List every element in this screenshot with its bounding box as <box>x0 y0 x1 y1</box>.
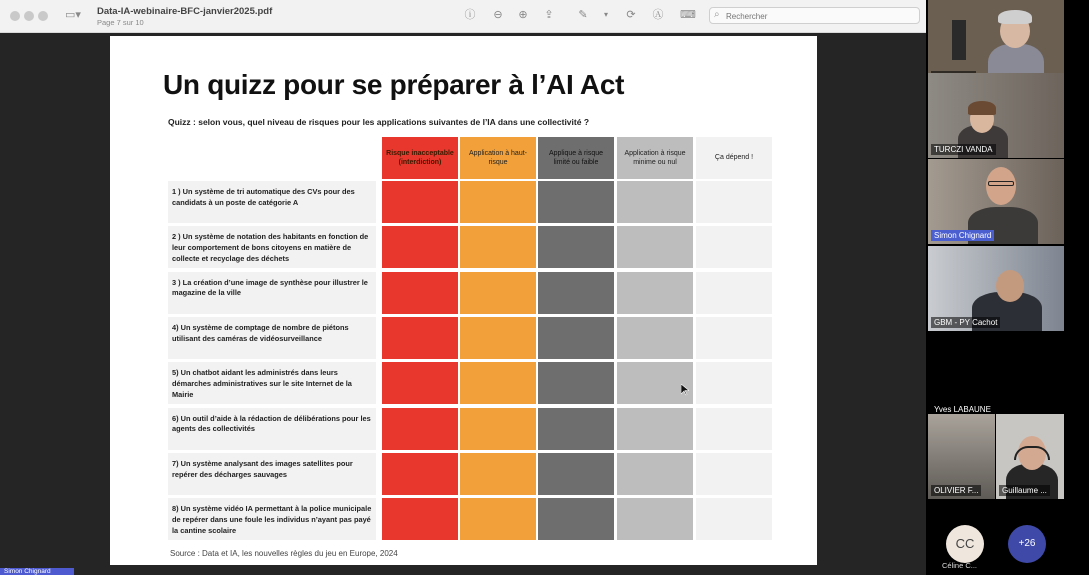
risk-cell <box>460 272 536 314</box>
share-icon[interactable]: ⇪ <box>544 9 554 21</box>
risk-cell <box>617 272 693 314</box>
column-header: Application à risque minime ou nul <box>617 137 693 179</box>
question-row-label: 3 ) La création d’une image de synthèse pour illustrer le magazine de la ville <box>168 272 376 314</box>
risk-cell <box>696 226 772 268</box>
form-fill-icon[interactable]: ⌨ <box>680 9 696 21</box>
column-header: Risque inacceptable (interdiction) <box>382 137 458 179</box>
participant-tile-5[interactable] <box>928 333 1064 418</box>
risk-cell <box>382 498 458 540</box>
close-window-button[interactable] <box>10 11 20 21</box>
risk-cell <box>617 453 693 495</box>
markup-pen-icon[interactable]: ✎ <box>578 9 588 21</box>
risk-cell <box>460 181 536 223</box>
risk-cell <box>617 226 693 268</box>
risk-cell <box>538 498 614 540</box>
search-input[interactable] <box>726 10 916 22</box>
document-area[interactable] <box>0 33 926 575</box>
question-row-label: 8) Un système vidéo IA permettant à la police municipale de repérer dans une foule les individus n’ayant pas payé la cantine scolaire <box>168 498 376 540</box>
question-row-label: 6) Un outil d’aide à la rédaction de délibérations pour les agents des collectivités <box>168 408 376 450</box>
risk-cell <box>382 317 458 359</box>
participant-tile-7[interactable] <box>996 414 1064 499</box>
risk-cell <box>460 408 536 450</box>
participant-tile-4[interactable] <box>928 246 1064 331</box>
risk-cell <box>460 317 536 359</box>
risk-cell <box>460 453 536 495</box>
participant-name: TURCZI VANDA <box>931 144 996 155</box>
participant-name: Simon Chignard <box>931 230 994 241</box>
zoom-window-button[interactable] <box>38 11 48 21</box>
risk-cell <box>696 498 772 540</box>
risk-cell <box>696 317 772 359</box>
risk-cell <box>617 317 693 359</box>
minimize-window-button[interactable] <box>24 11 34 21</box>
risk-cell <box>538 272 614 314</box>
annotate-icon[interactable]: Ⓐ <box>652 9 664 21</box>
risk-cell <box>617 181 693 223</box>
search-field[interactable] <box>709 7 920 24</box>
slide-source: Source : Data et IA, les nouvelles règles du jeu en Europe, 2024 <box>170 549 398 558</box>
question-row-label: 2 ) Un système de notation des habitants en fonction de leur comportement de bons citoyens en matière de collecte et recyclage des déchets <box>168 226 376 268</box>
search-icon: ⌕ <box>714 9 720 20</box>
rotate-icon[interactable]: ⟳ <box>626 9 636 21</box>
participant-avatar-name: Céline C... <box>942 561 978 570</box>
risk-cell <box>460 226 536 268</box>
zoom-in-icon[interactable]: ⊕ <box>518 9 528 21</box>
risk-cell <box>538 226 614 268</box>
risk-cell <box>538 317 614 359</box>
participant-name: GBM - PY Cachot <box>931 317 1000 328</box>
sidebar-toggle-icon[interactable]: ▭▾ <box>65 9 81 21</box>
slide-page <box>110 36 817 565</box>
risk-cell <box>538 362 614 404</box>
risk-cell <box>460 362 536 404</box>
participant-avatar[interactable]: CC <box>946 525 984 563</box>
column-header: Application à haut-risque <box>460 137 536 179</box>
risk-cell <box>617 498 693 540</box>
risk-cell <box>538 181 614 223</box>
info-icon[interactable]: ⓘ <box>464 9 476 21</box>
risk-cell <box>538 408 614 450</box>
risk-cell <box>382 272 458 314</box>
question-row-label: 1 ) Un système de tri automatique des CVs pour des candidats à un poste de catégorie A <box>168 181 376 223</box>
participant-tile-2[interactable] <box>928 73 1064 158</box>
question-row-label: 5) Un chatbot aidant les administrés dans leurs démarches administratives sur le site Internet de la Mairie <box>168 362 376 404</box>
risk-cell <box>382 408 458 450</box>
more-participants-button[interactable]: +26 <box>1008 525 1046 563</box>
document-filename: Data-IA-webinaire-BFC-janvier2025.pdf <box>97 6 273 17</box>
question-row-label: 7) Un système analysant des images satellites pour repérer des décharges sauvages <box>168 453 376 495</box>
risk-cell <box>696 408 772 450</box>
page-info: Page 7 sur 10 <box>97 18 144 27</box>
risk-cell <box>696 453 772 495</box>
slide-title: Un quizz pour se préparer à l’AI Act <box>163 69 625 100</box>
column-header: Applique à risque limité ou faible <box>538 137 614 179</box>
risk-cell <box>617 408 693 450</box>
risk-cell <box>382 362 458 404</box>
title-bar <box>0 0 926 33</box>
risk-cell <box>382 181 458 223</box>
question-row-label: 4) Un système de comptage de nombre de piétons utilisant des caméras de vidéosurveillance <box>168 317 376 359</box>
presenter-label: Simon Chignard <box>0 568 74 575</box>
participant-tile-6[interactable] <box>928 414 995 499</box>
risk-cell <box>696 181 772 223</box>
participant-name: OLIVIER F... <box>931 485 981 496</box>
zoom-out-icon[interactable]: ⊖ <box>493 9 503 21</box>
participant-name: Yves LABAUNE <box>934 405 991 414</box>
risk-cell <box>538 453 614 495</box>
risk-cell <box>382 226 458 268</box>
risk-cell <box>382 453 458 495</box>
participant-tile-3[interactable] <box>928 159 1064 244</box>
risk-cell <box>460 498 536 540</box>
column-header: Ça dépend ! <box>696 137 772 179</box>
mouse-cursor-icon <box>681 384 689 396</box>
markup-dropdown-icon[interactable]: ▾ <box>603 10 608 19</box>
risk-cell <box>696 362 772 404</box>
participant-name: Guillaume ... <box>999 485 1050 496</box>
risk-cell <box>696 272 772 314</box>
quiz-question: Quizz : selon vous, quel niveau de risques pour les applications suivantes de l’IA dans une collectivité ? <box>168 117 590 127</box>
